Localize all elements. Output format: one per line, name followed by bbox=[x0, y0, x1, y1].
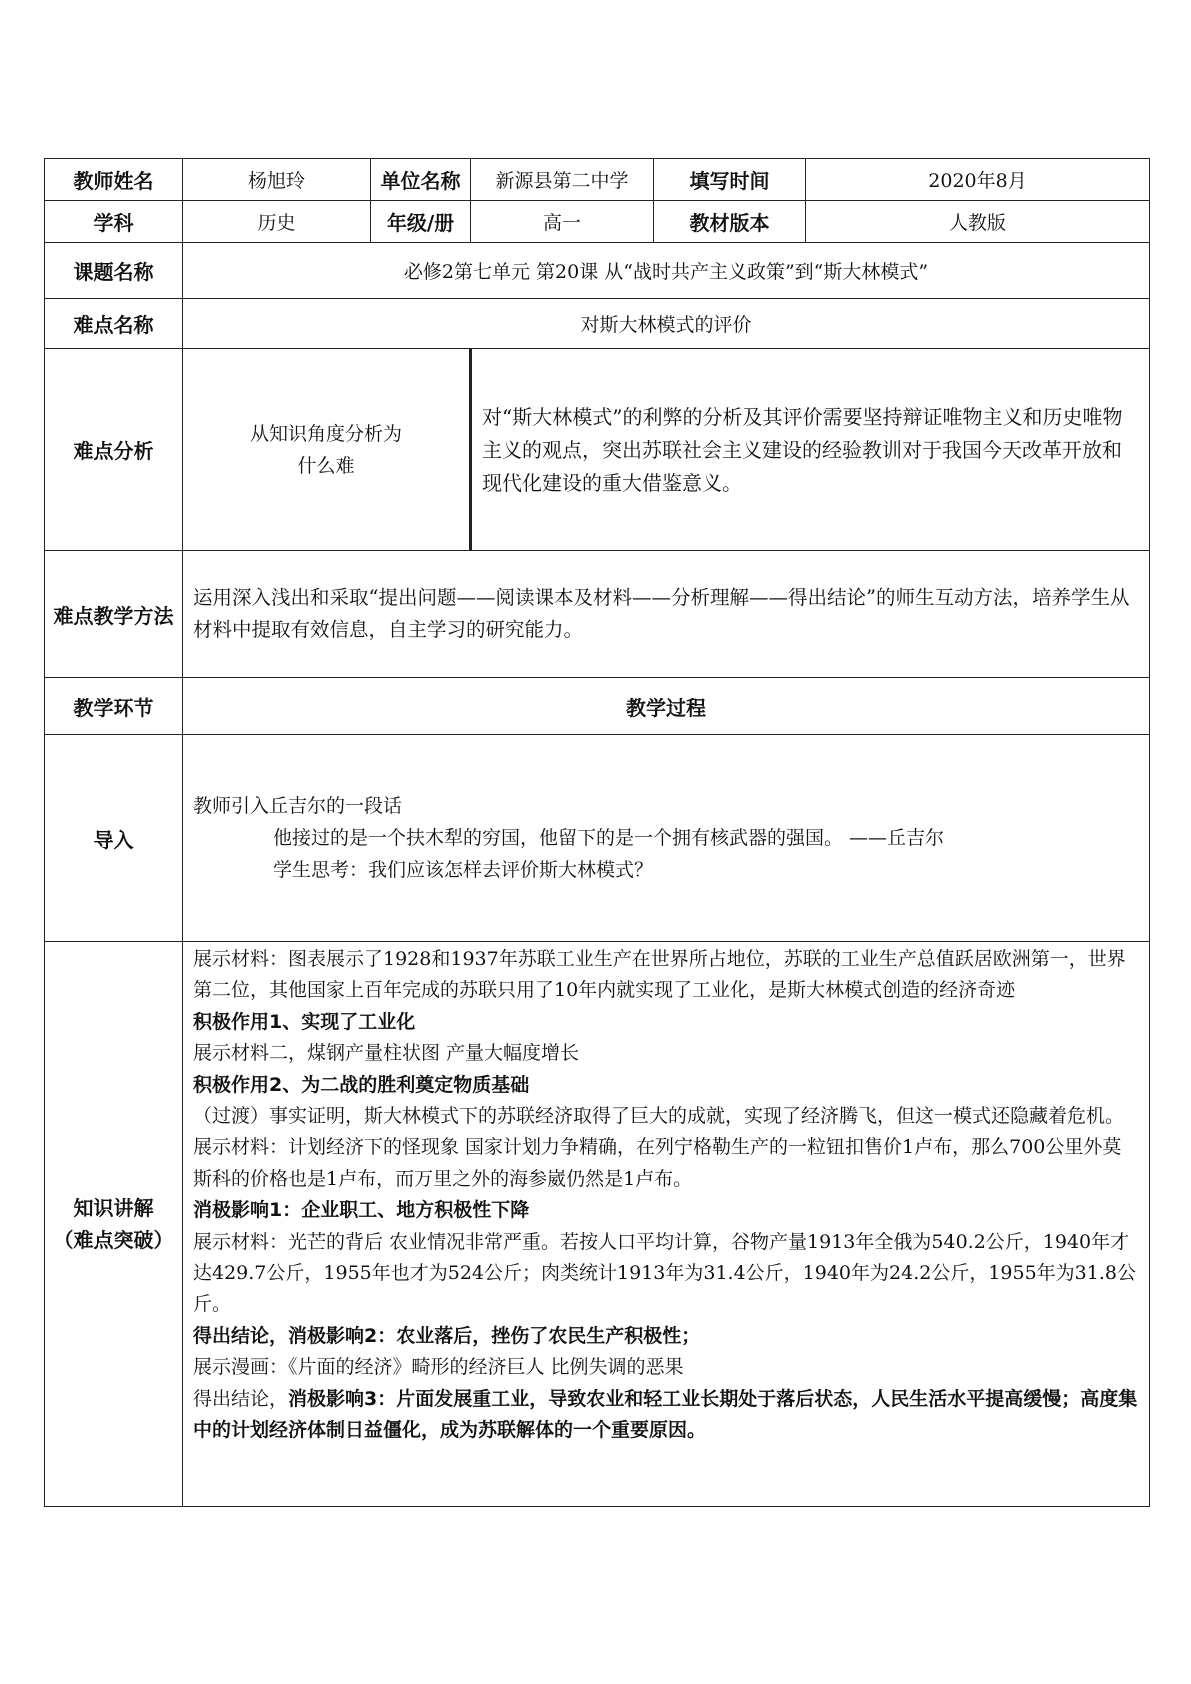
knowledge-para-7-bold: 消极影响3：片面发展重工业，导致农业和轻工业长期处于落后状态，人民生活水平提高缓慢；高度集中的计划经济体制日益僵化，成为苏联解体的一个重要原因。 bbox=[193, 1387, 1138, 1442]
unit-value: 新源县第二中学 bbox=[471, 159, 654, 201]
process-label: 教学环节 bbox=[45, 678, 183, 735]
knowledge-para-7 bbox=[193, 1384, 1139, 1447]
intro-quote: 他接过的是一个扶木犁的穷国，他留下的是一个拥有核武器的强国。 ——丘吉尔 bbox=[273, 827, 945, 849]
analysis-sub-label-line2: 什么难 bbox=[297, 454, 355, 477]
date-value: 2020年8月 bbox=[806, 159, 1150, 201]
knowledge-label bbox=[45, 942, 183, 1507]
intro-content bbox=[183, 735, 1150, 942]
topic-label: 课题名称 bbox=[45, 243, 183, 299]
intro-label: 导入 bbox=[45, 735, 183, 942]
teacher-label: 教师姓名 bbox=[45, 159, 183, 201]
row-method bbox=[45, 551, 1150, 678]
row-knowledge bbox=[45, 942, 1150, 1507]
method-text: 运用深入浅出和采取“提出问题——阅读课本及材料——分析理解——得出结论”的师生互动方法，培养学生从材料中提取有效信息，自主学习的研究能力。 bbox=[183, 551, 1150, 678]
knowledge-para-4: 展示材料：计划经济下的怪现象 国家计划力争精确，在列宁格勒生产的一粒钮扣售价1卢布，那么700公里外莫斯科的价格也是1卢布，而万里之外的海参崴仍然是1卢布。 bbox=[193, 1136, 1122, 1190]
lesson-plan-table bbox=[44, 158, 1150, 1507]
lesson-plan-sheet bbox=[44, 158, 1149, 1507]
unit-label: 单位名称 bbox=[371, 159, 471, 201]
difficulty-label: 难点名称 bbox=[45, 299, 183, 349]
knowledge-label-line2: （难点突破） bbox=[53, 1228, 174, 1252]
knowledge-label-line1: 知识讲解 bbox=[73, 1196, 154, 1220]
row-subject-info bbox=[45, 201, 1150, 243]
knowledge-heading-1: 积极作用1、实现了工业化 bbox=[193, 1010, 416, 1033]
knowledge-heading-3: 消极影响1：企业职工、地方积极性下降 bbox=[193, 1199, 530, 1222]
analysis-sub-label-line1: 从知识角度分析为 bbox=[249, 422, 402, 445]
row-difficulty bbox=[45, 299, 1150, 349]
knowledge-para-3: （过渡）事实证明，斯大林模式下的苏联经济取得了巨大的成就，实现了经济腾飞，但这一模式还隐藏着危机。 bbox=[193, 1105, 1125, 1128]
intro-line1: 教师引入丘吉尔的一段话 bbox=[193, 795, 403, 817]
difficulty-value: 对斯大林模式的评价 bbox=[183, 299, 1150, 349]
date-label: 填写时间 bbox=[654, 159, 806, 201]
knowledge-heading-2: 积极作用2、为二战的胜利奠定物质基础 bbox=[193, 1073, 530, 1096]
analysis-text: 对“斯大林模式”的利弊的分析及其评价需要坚持辩证唯物主义和历史唯物主义的观点，突出苏联社会主义建设的经验教训对于我国今天改革开放和现代化建设的重大借鉴意义。 bbox=[471, 349, 1150, 551]
analysis-sub-label bbox=[183, 349, 471, 551]
teacher-value: 杨旭玲 bbox=[183, 159, 371, 201]
row-process-header bbox=[45, 678, 1150, 735]
row-teacher-info bbox=[45, 159, 1150, 201]
knowledge-content bbox=[183, 942, 1150, 1507]
analysis-label: 难点分析 bbox=[45, 349, 183, 551]
intro-question: 学生思考：我们应该怎样去评价斯大林模式？ bbox=[273, 859, 654, 881]
knowledge-heading-4: 得出结论，消极影响2：农业落后，挫伤了农民生产积极性； bbox=[193, 1324, 701, 1347]
knowledge-para-7-prefix: 得出结论， bbox=[193, 1387, 289, 1410]
grade-value: 高一 bbox=[471, 201, 654, 243]
row-analysis bbox=[45, 349, 1150, 551]
knowledge-para-6: 展示漫画：《片面的经济》畸形的经济巨人 比例失调的恶果 bbox=[193, 1356, 684, 1379]
row-topic bbox=[45, 243, 1150, 299]
edition-label: 教材版本 bbox=[654, 201, 806, 243]
method-label: 难点教学方法 bbox=[45, 551, 183, 678]
subject-value: 历史 bbox=[183, 201, 371, 243]
edition-value: 人教版 bbox=[806, 201, 1150, 243]
process-title: 教学过程 bbox=[183, 678, 1150, 735]
knowledge-para-1: 展示材料：图表展示了1928和1937年苏联工业生产在世界所占地位，苏联的工业生产总值跃居欧洲第一，世界第二位，其他国家上百年完成的苏联只用了10年内就实现了工业化，是斯大林模式创造的经济奇迹 bbox=[193, 948, 1126, 1002]
row-intro bbox=[45, 735, 1150, 942]
subject-label: 学科 bbox=[45, 201, 183, 243]
knowledge-para-2: 展示材料二，煤钢产量柱状图 产量大幅度增长 bbox=[193, 1042, 580, 1065]
grade-label: 年级/册 bbox=[371, 201, 471, 243]
topic-value: 必修2第七单元 第20课 从“战时共产主义政策”到“斯大林模式” bbox=[183, 243, 1150, 299]
knowledge-para-5: 展示材料：光芒的背后 农业情况非常严重。若按人口平均计算，谷物产量1913年全俄为540.2公斤，1940年才达429.7公斤，1955年也才为524公斤；肉类统计1913年为31.4公斤，1940年为24.2公斤，1955年为31.8公斤。 bbox=[193, 1230, 1136, 1316]
